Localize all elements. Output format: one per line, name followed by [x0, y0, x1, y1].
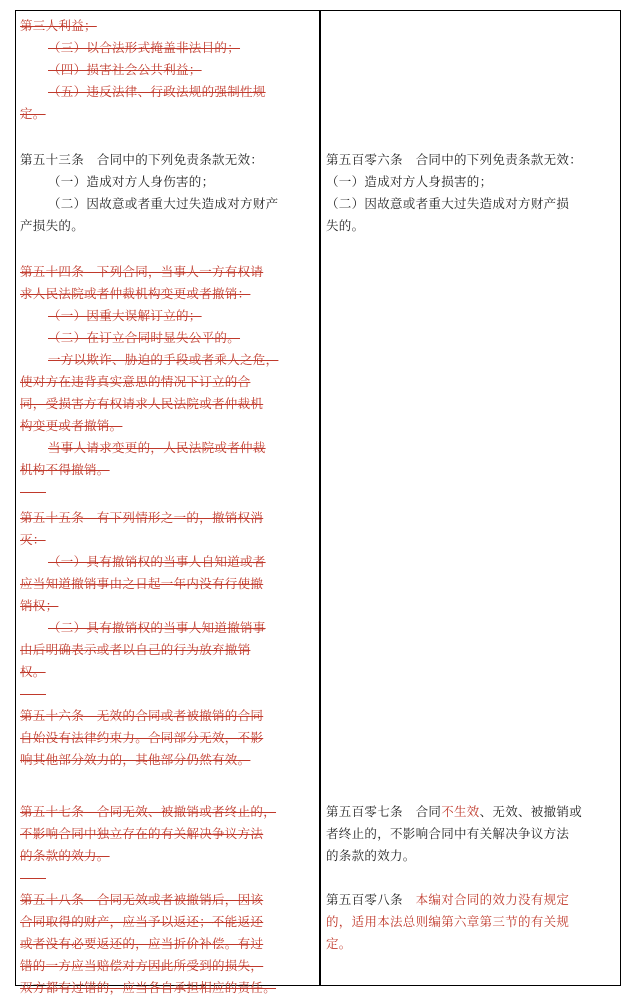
new-article-508 — [326, 889, 616, 955]
article-heading: 第五百零七条 合同 — [326, 804, 442, 819]
old-article-54-deleted — [20, 261, 314, 503]
deleted-line: 由后明确表示或者以自己的行为放弃撤销 — [20, 642, 251, 657]
old-article-57-deleted — [20, 801, 314, 889]
old-block-continuation — [20, 15, 314, 125]
deleted-line: 或者没有必要返还的，应当折价补偿。有过 — [20, 936, 264, 951]
deleted-line: 响其他部分效力的，其他部分仍然有效。 — [20, 752, 251, 767]
deleted-line: 应当知道撤销事由之日起一年内没有行使撤 — [20, 576, 264, 591]
article-line: 失的。 — [326, 218, 365, 233]
deleted-line: 错的一方应当赔偿对方因此所受到的损失， — [20, 958, 264, 973]
deleted-line: 第五十八条 合同无效或者被撤销后，因该 — [20, 892, 264, 907]
old-article-55-deleted — [20, 507, 314, 705]
old-article-58-deleted — [20, 889, 314, 999]
old-line: （五）违反法律、行政法规的强制性规 — [48, 84, 266, 99]
deleted-line: （二）在订立合同时显失公平的。 — [48, 330, 241, 345]
deleted-separator — [20, 694, 46, 696]
deleted-separator — [20, 878, 46, 880]
deleted-line: 第五十四条 下列合同，当事人一方有权请 — [20, 264, 264, 279]
amended-text: 不生效 — [441, 804, 480, 819]
deleted-line: 构变更或者撤销。 — [20, 418, 123, 433]
article-heading: 第五百零八条 — [326, 892, 416, 907]
amended-text: 本编对合同的效力没有规定 — [415, 892, 570, 907]
deleted-line: （一）具有撤销权的当事人自知道或者 — [48, 554, 266, 569]
deleted-line: 第五十五条 有下列情形之一的，撤销权消 — [20, 510, 264, 525]
deleted-line: 合同取得的财产，应当予以返还；不能返还 — [20, 914, 264, 929]
old-article-56-deleted — [20, 705, 314, 771]
deleted-line: 第五十七条 合同无效、被撤销或者终止的， — [20, 804, 277, 819]
column-divider — [319, 11, 321, 985]
article-line: （二）因故意或者重大过失造成对方财产 — [48, 196, 279, 211]
old-line: 第三人利益； — [20, 18, 97, 33]
deleted-line: 当事人请求变更的，人民法院或者仲裁 — [48, 440, 266, 455]
old-line: （三）以合法形式掩盖非法目的； — [48, 40, 241, 55]
deleted-line: （二）具有撤销权的当事人知道撤销事 — [48, 620, 266, 635]
article-line: 者终止的，不影响合同中有关解决争议方法 — [326, 826, 570, 841]
deleted-line: （一）因重大误解订立的； — [48, 308, 202, 323]
article-heading: 第五百零六条 合同中的下列免责条款无效： — [326, 152, 583, 167]
amended-line: 的，适用本法总则编第六章第三节的有关规 — [326, 914, 570, 929]
article-line: 的条款的效力。 — [326, 848, 416, 863]
article-line: （一）造成对方人身损害的； — [326, 174, 493, 189]
deleted-line: 灭： — [20, 532, 46, 547]
deleted-line: 使对方在违背真实意思的情况下订立的合 — [20, 374, 251, 389]
deleted-line: 第五十六条 无效的合同或者被撤销的合同 — [20, 708, 264, 723]
deleted-line: 不影响合同中独立存在的有关解决争议方法 — [20, 826, 264, 841]
deleted-line: 求人民法院或者仲裁机构变更或者撤销： — [20, 286, 251, 301]
old-line: 定。 — [20, 106, 46, 121]
deleted-line: 的条款的效力。 — [20, 848, 110, 863]
deleted-line: 自始没有法律约束力。合同部分无效，不影 — [20, 730, 264, 745]
comparison-table — [15, 10, 621, 995]
article-line: （二）因故意或者重大过失造成对方财产损 — [326, 196, 570, 211]
article-line: 产损失的。 — [20, 218, 85, 233]
old-article-53 — [20, 149, 314, 237]
new-article-507 — [326, 801, 616, 867]
article-line: （一）造成对方人身伤害的； — [48, 174, 215, 189]
deleted-line: 机构不得撤销。 — [20, 462, 110, 477]
deleted-line: 一方以欺诈、胁迫的手段或者乘人之危， — [48, 352, 279, 367]
amended-line: 定。 — [326, 936, 352, 951]
deleted-line: 销权； — [20, 598, 59, 613]
deleted-line: 同，受损害方有权请求人民法院或者仲裁机 — [20, 396, 264, 411]
article-text: 、无效、被撤销或 — [479, 804, 583, 819]
deleted-line: 双方都有过错的，应当各自承担相应的责任。 — [20, 980, 277, 995]
article-heading: 第五十三条 合同中的下列免责条款无效： — [20, 152, 264, 167]
deleted-line: 权。 — [20, 664, 46, 679]
new-article-506 — [326, 149, 616, 237]
deleted-separator — [20, 492, 46, 494]
old-line: （四）损害社会公共利益； — [48, 62, 202, 77]
